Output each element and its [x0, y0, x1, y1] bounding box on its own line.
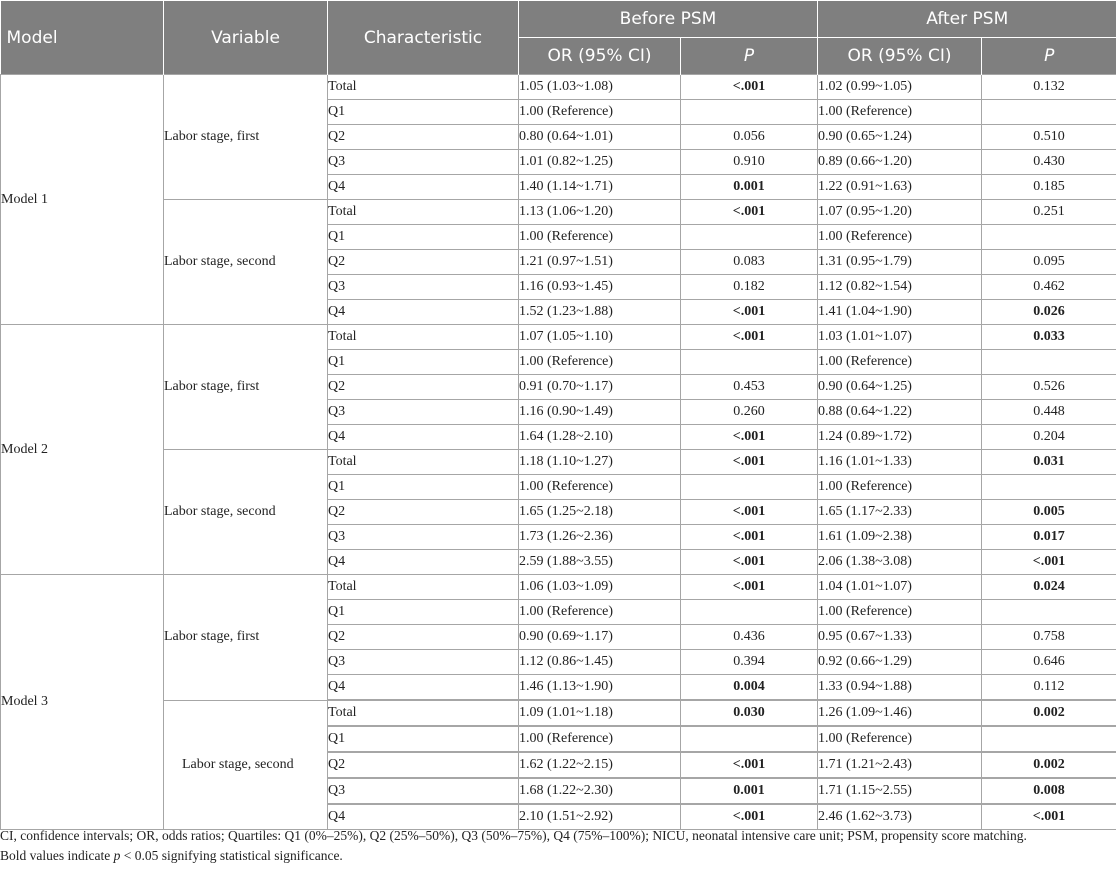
or-before-cell: 1.09 (1.01~1.18): [519, 700, 681, 726]
or-after-cell: 1.03 (1.01~1.07): [818, 325, 982, 350]
or-before-cell: 1.00 (Reference): [519, 350, 681, 375]
characteristic-cell: Q1: [328, 100, 519, 125]
or-before-cell: 0.91 (0.70~1.17): [519, 375, 681, 400]
p-before-cell: [681, 100, 818, 125]
p-before-cell: <.001: [681, 550, 818, 575]
header-or-ci-before: OR (95% CI): [519, 38, 681, 75]
p-after-cell: 0.031: [982, 450, 1116, 475]
p-before-cell: 0.260: [681, 400, 818, 425]
p-before-cell: <.001: [681, 575, 818, 600]
header-p-before: P: [681, 38, 818, 75]
characteristic-cell: Q2: [328, 250, 519, 275]
p-after-cell: <.001: [982, 804, 1116, 830]
p-before-cell: <.001: [681, 300, 818, 325]
header-before-psm: Before PSM: [519, 1, 818, 38]
variable-cell: Labor stage, first: [164, 325, 328, 450]
table-footnote: [0, 826, 1116, 866]
characteristic-cell: Total: [328, 200, 519, 225]
or-after-cell: 1.24 (0.89~1.72): [818, 425, 982, 450]
characteristic-cell: Q2: [328, 625, 519, 650]
or-after-cell: 2.46 (1.62~3.73): [818, 804, 982, 830]
p-before-cell: [681, 350, 818, 375]
p-after-cell: [982, 100, 1116, 125]
or-after-cell: 0.92 (0.66~1.29): [818, 650, 982, 675]
or-before-cell: 1.73 (1.26~2.36): [519, 525, 681, 550]
or-before-cell: 1.62 (1.22~2.15): [519, 752, 681, 778]
characteristic-cell: Q2: [328, 375, 519, 400]
or-before-cell: 1.12 (0.86~1.45): [519, 650, 681, 675]
footnote-significance: [0, 846, 1116, 866]
p-after-cell: <.001: [982, 550, 1116, 575]
p-after-cell: 0.185: [982, 175, 1116, 200]
p-before-cell: 0.182: [681, 275, 818, 300]
variable-cell: Labor stage, second: [164, 450, 328, 575]
or-after-cell: 1.07 (0.95~1.20): [818, 200, 982, 225]
footnote-significance-suffix: < 0.05 signifying statistical significance.: [120, 848, 343, 863]
p-before-cell: [681, 726, 818, 752]
or-before-cell: 1.52 (1.23~1.88): [519, 300, 681, 325]
variable-cell: Labor stage, first: [164, 575, 328, 701]
or-before-cell: 1.00 (Reference): [519, 100, 681, 125]
p-before-cell: <.001: [681, 75, 818, 100]
header-after-psm: After PSM: [818, 1, 1116, 38]
or-before-cell: 1.68 (1.22~2.30): [519, 778, 681, 804]
characteristic-cell: Q4: [328, 675, 519, 701]
table-header: [1, 1, 1116, 75]
or-after-cell: 1.02 (0.99~1.05): [818, 75, 982, 100]
or-after-cell: 1.65 (1.17~2.33): [818, 500, 982, 525]
p-after-cell: 0.132: [982, 75, 1116, 100]
p-after-cell: 0.251: [982, 200, 1116, 225]
characteristic-cell: Q1: [328, 600, 519, 625]
characteristic-cell: Q2: [328, 500, 519, 525]
model-cell: Model 3: [1, 575, 164, 830]
or-before-cell: 1.00 (Reference): [519, 600, 681, 625]
p-before-cell: 0.004: [681, 675, 818, 701]
or-before-cell: 1.18 (1.10~1.27): [519, 450, 681, 475]
or-before-cell: 1.07 (1.05~1.10): [519, 325, 681, 350]
or-before-cell: 1.01 (0.82~1.25): [519, 150, 681, 175]
table-row: [1, 325, 1116, 350]
or-after-cell: 2.06 (1.38~3.08): [818, 550, 982, 575]
characteristic-cell: Q4: [328, 175, 519, 200]
characteristic-cell: Total: [328, 575, 519, 600]
characteristic-cell: Total: [328, 450, 519, 475]
characteristic-cell: Q3: [328, 778, 519, 804]
table-body: [1, 75, 1116, 830]
p-after-cell: 0.002: [982, 752, 1116, 778]
or-after-cell: 1.71 (1.15~2.55): [818, 778, 982, 804]
or-before-cell: 1.05 (1.03~1.08): [519, 75, 681, 100]
p-before-cell: 0.030: [681, 700, 818, 726]
or-after-cell: 1.22 (0.91~1.63): [818, 175, 982, 200]
or-before-cell: 0.80 (0.64~1.01): [519, 125, 681, 150]
p-before-cell: 0.436: [681, 625, 818, 650]
or-before-cell: 2.59 (1.88~3.55): [519, 550, 681, 575]
or-before-cell: 1.64 (1.28~2.10): [519, 425, 681, 450]
header-p-after: P: [982, 38, 1116, 75]
p-before-cell: <.001: [681, 450, 818, 475]
or-after-cell: 0.90 (0.64~1.25): [818, 375, 982, 400]
or-after-cell: 1.33 (0.94~1.88): [818, 675, 982, 701]
or-before-cell: 1.13 (1.06~1.20): [519, 200, 681, 225]
footnote-abbreviations: CI, confidence intervals; OR, odds ratios; Quartiles: Q1 (0%–25%), Q2 (25%–50%), Q3 (50%–75%), Q4 (75%–100%); NICU, neonatal intensive care unit; PSM, propensity score matching.: [0, 828, 1027, 843]
header-model: Model: [1, 1, 164, 75]
characteristic-cell: Q2: [328, 125, 519, 150]
p-after-cell: 0.005: [982, 500, 1116, 525]
header-variable: Variable: [164, 1, 328, 75]
p-before-cell: [681, 475, 818, 500]
or-after-cell: 1.00 (Reference): [818, 350, 982, 375]
or-before-cell: 1.21 (0.97~1.51): [519, 250, 681, 275]
or-after-cell: 1.71 (1.21~2.43): [818, 752, 982, 778]
p-after-cell: 0.008: [982, 778, 1116, 804]
or-after-cell: 1.26 (1.09~1.46): [818, 700, 982, 726]
or-after-cell: 1.00 (Reference): [818, 100, 982, 125]
or-before-cell: 1.00 (Reference): [519, 726, 681, 752]
or-after-cell: 0.90 (0.65~1.24): [818, 125, 982, 150]
p-after-cell: [982, 726, 1116, 752]
characteristic-cell: Q4: [328, 550, 519, 575]
footnote-significance-prefix: Bold values indicate: [0, 848, 114, 863]
p-before-cell: [681, 600, 818, 625]
p-before-cell: 0.056: [681, 125, 818, 150]
or-after-cell: 1.31 (0.95~1.79): [818, 250, 982, 275]
or-after-cell: 0.89 (0.66~1.20): [818, 150, 982, 175]
p-before-cell: 0.394: [681, 650, 818, 675]
p-after-cell: [982, 475, 1116, 500]
p-after-cell: 0.002: [982, 700, 1116, 726]
characteristic-cell: Total: [328, 75, 519, 100]
or-before-cell: 0.90 (0.69~1.17): [519, 625, 681, 650]
or-before-cell: 1.00 (Reference): [519, 475, 681, 500]
characteristic-cell: Q1: [328, 726, 519, 752]
characteristic-cell: Q4: [328, 300, 519, 325]
p-after-cell: 0.448: [982, 400, 1116, 425]
or-before-cell: 1.16 (0.90~1.49): [519, 400, 681, 425]
p-before-cell: <.001: [681, 804, 818, 830]
characteristic-cell: Q1: [328, 225, 519, 250]
p-after-cell: 0.462: [982, 275, 1116, 300]
or-before-cell: 1.00 (Reference): [519, 225, 681, 250]
p-before-cell: 0.453: [681, 375, 818, 400]
p-before-cell: [681, 225, 818, 250]
characteristic-cell: Q4: [328, 804, 519, 830]
or-after-cell: 1.00 (Reference): [818, 600, 982, 625]
variable-cell: Labor stage, second: [164, 200, 328, 325]
table-row: [1, 75, 1116, 100]
characteristic-cell: Q1: [328, 475, 519, 500]
p-after-cell: 0.646: [982, 650, 1116, 675]
variable-cell: Labor stage, first: [164, 75, 328, 200]
p-after-cell: 0.017: [982, 525, 1116, 550]
p-after-cell: [982, 600, 1116, 625]
table-row: [1, 700, 1116, 726]
characteristic-cell: Q1: [328, 350, 519, 375]
or-after-cell: 1.00 (Reference): [818, 726, 982, 752]
variable-cell: Labor stage, second: [164, 700, 328, 830]
table-row: [1, 575, 1116, 600]
p-after-cell: 0.758: [982, 625, 1116, 650]
or-after-cell: 1.41 (1.04~1.90): [818, 300, 982, 325]
p-before-cell: <.001: [681, 200, 818, 225]
characteristic-cell: Q3: [328, 275, 519, 300]
or-after-cell: 1.16 (1.01~1.33): [818, 450, 982, 475]
or-before-cell: 1.40 (1.14~1.71): [519, 175, 681, 200]
p-before-cell: <.001: [681, 425, 818, 450]
or-before-cell: 1.46 (1.13~1.90): [519, 675, 681, 701]
p-after-cell: [982, 225, 1116, 250]
characteristic-cell: Q3: [328, 150, 519, 175]
p-before-cell: <.001: [681, 752, 818, 778]
characteristic-cell: Q2: [328, 752, 519, 778]
model-cell: Model 1: [1, 75, 164, 325]
p-after-cell: 0.430: [982, 150, 1116, 175]
p-before-cell: 0.001: [681, 778, 818, 804]
or-before-cell: 1.16 (0.93~1.45): [519, 275, 681, 300]
header-or-ci-after: OR (95% CI): [818, 38, 982, 75]
or-after-cell: 1.61 (1.09~2.38): [818, 525, 982, 550]
p-after-cell: 0.095: [982, 250, 1116, 275]
p-after-cell: 0.024: [982, 575, 1116, 600]
p-before-cell: 0.001: [681, 175, 818, 200]
p-after-cell: 0.510: [982, 125, 1116, 150]
or-after-cell: 0.95 (0.67~1.33): [818, 625, 982, 650]
or-before-cell: 1.06 (1.03~1.09): [519, 575, 681, 600]
or-after-cell: 1.12 (0.82~1.54): [818, 275, 982, 300]
characteristic-cell: Q4: [328, 425, 519, 450]
p-after-cell: 0.033: [982, 325, 1116, 350]
p-before-cell: 0.083: [681, 250, 818, 275]
p-after-cell: 0.204: [982, 425, 1116, 450]
footnote-p-symbol: p: [113, 848, 121, 863]
or-after-cell: 1.04 (1.01~1.07): [818, 575, 982, 600]
or-after-cell: 1.00 (Reference): [818, 475, 982, 500]
model-cell: Model 2: [1, 325, 164, 575]
characteristic-cell: Total: [328, 325, 519, 350]
characteristic-cell: Q3: [328, 650, 519, 675]
characteristic-cell: Q3: [328, 525, 519, 550]
p-after-cell: 0.526: [982, 375, 1116, 400]
characteristic-cell: Total: [328, 700, 519, 726]
or-before-cell: 1.65 (1.25~2.18): [519, 500, 681, 525]
or-after-cell: 1.00 (Reference): [818, 225, 982, 250]
p-before-cell: <.001: [681, 325, 818, 350]
p-before-cell: <.001: [681, 500, 818, 525]
table-row: [1, 450, 1116, 475]
characteristic-cell: Q3: [328, 400, 519, 425]
p-before-cell: 0.910: [681, 150, 818, 175]
header-characteristic: Characteristic: [328, 1, 519, 75]
p-before-cell: <.001: [681, 525, 818, 550]
p-after-cell: 0.026: [982, 300, 1116, 325]
or-after-cell: 0.88 (0.64~1.22): [818, 400, 982, 425]
table-row: [1, 200, 1116, 225]
or-before-cell: 2.10 (1.51~2.92): [519, 804, 681, 830]
p-after-cell: 0.112: [982, 675, 1116, 701]
p-after-cell: [982, 350, 1116, 375]
